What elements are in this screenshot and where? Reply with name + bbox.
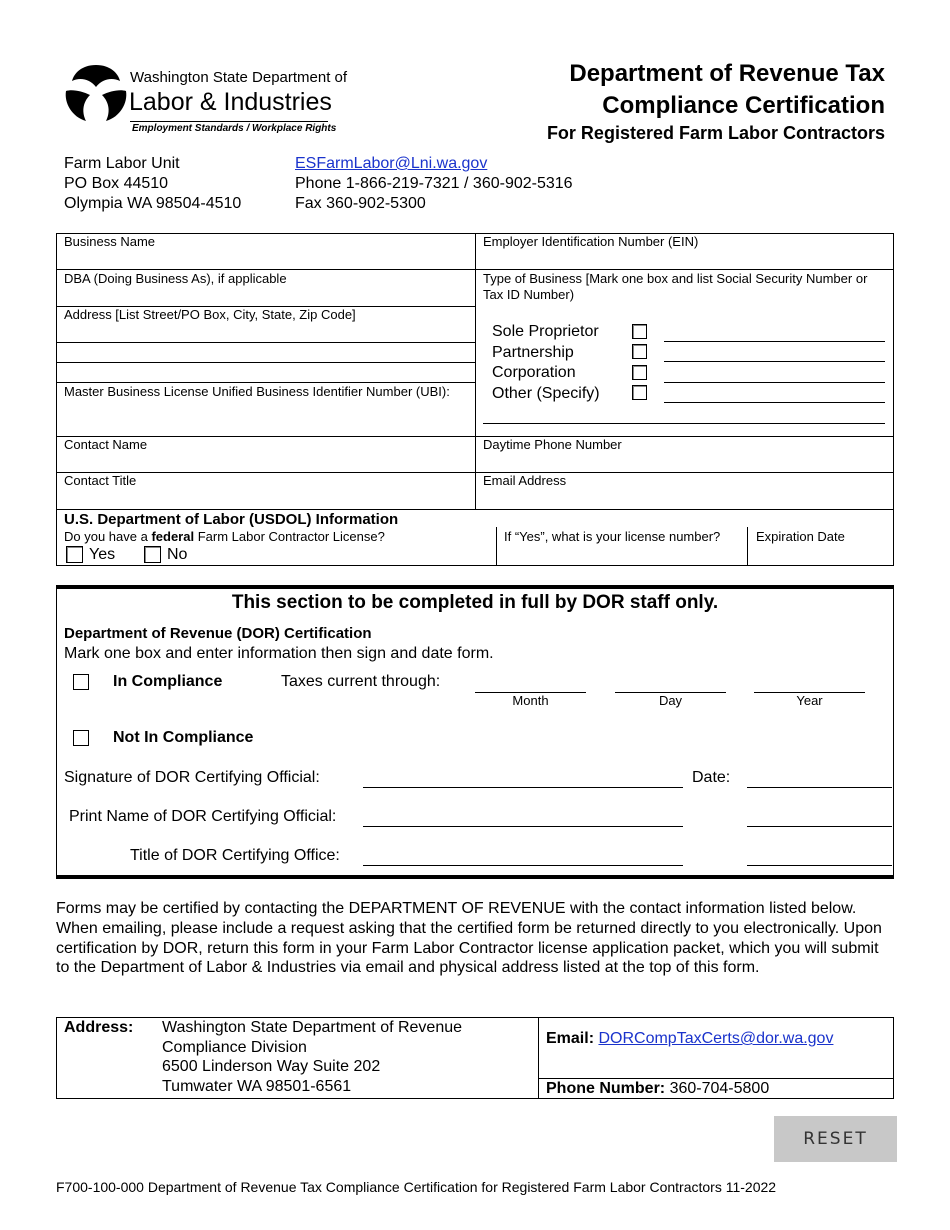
dor-phone [546, 1079, 769, 1099]
lni-contact-info [295, 154, 573, 214]
dor-address-line: Tumwater WA 98501-6561 [162, 1078, 352, 1096]
dor-address-line: Washington State Department of Revenue [162, 1019, 463, 1036]
print-name-extra-field[interactable] [747, 826, 892, 827]
in-compliance-checkbox[interactable] [73, 674, 89, 690]
email-label: Email: [546, 1030, 595, 1047]
partnership-tax-id-field[interactable] [664, 361, 885, 362]
form-subtitle: For Registered Farm Labor Contractors [546, 123, 885, 143]
logo-line1: Washington State Department of [130, 69, 348, 86]
contact-city: Olympia WA 98504-4510 [64, 195, 242, 212]
usdol-no-label: No [167, 546, 188, 563]
usdol-heading: U.S. Department of Labor (USDOL) Information [64, 511, 399, 528]
lni-email-link[interactable]: ESFarmLabor@Lni.wa.gov [295, 155, 488, 172]
type-corporation: Corporation [492, 364, 576, 381]
partnership-checkbox[interactable] [632, 344, 647, 359]
title-office-label: Title of DOR Certifying Office: [130, 847, 340, 864]
ein-field[interactable]: Employer Identification Number (EIN) [483, 234, 699, 249]
day-label: Day [658, 693, 683, 708]
phone-value: 360-704-5800 [669, 1080, 770, 1097]
corporation-checkbox[interactable] [632, 365, 647, 380]
contact-name-field[interactable]: Contact Name [64, 437, 148, 452]
date-label: Date: [692, 769, 731, 786]
logo-rule [130, 121, 328, 122]
other-tax-id-field[interactable] [664, 402, 885, 403]
ubi-field[interactable]: Master Business License Unified Business Identifier Number (UBI): [64, 384, 450, 399]
signature-label: Signature of DOR Certifying Official: [64, 769, 320, 786]
address-line-2[interactable] [57, 343, 474, 361]
form-title-line2: Compliance Certification [602, 92, 885, 119]
title-office-extra-field[interactable] [747, 865, 892, 866]
not-in-compliance-label: Not In Compliance [113, 729, 254, 746]
dor-email-link[interactable]: DORCompTaxCerts@dor.wa.gov [598, 1030, 834, 1047]
month-label: Month [512, 693, 549, 708]
form-footer: F700-100-000 Department of Revenue Tax Compliance Certification for Registered Farm Labor Contractors 11-2022 [56, 1179, 777, 1195]
year-label: Year [796, 693, 823, 708]
instructions-paragraph: Forms may be certified by contacting the DEPARTMENT OF REVENUE with the contact information listed below. When emailing, please include a request asking that the certified form be returned directly to you electronically. Upon certification by DOR, return this form in your Farm Labor Contractor license application packet, which you will submit to the Department of Labor & Industries via email and physical address listed at the top of this form. [56, 900, 882, 977]
address-line-3[interactable] [57, 363, 474, 381]
dor-address-line: Compliance Division [162, 1038, 307, 1056]
other-checkbox[interactable] [632, 385, 647, 400]
type-other: Other (Specify) [492, 384, 600, 402]
phone-label: Phone Number: [546, 1080, 666, 1097]
sole-proprietor-checkbox[interactable] [632, 324, 647, 339]
business-type-list [492, 322, 600, 404]
dor-email [546, 1029, 833, 1049]
address-field[interactable]: Address [List Street/PO Box, City, State, Zip Code] [64, 307, 356, 322]
logo-tagline: Employment Standards / Workplace Rights [132, 123, 337, 134]
business-type-label: Type of Business [Mark one box and list Social Security Number or Tax ID Number) [483, 271, 868, 302]
usdol-question: Do you have a federal Farm Labor Contractor License? [64, 529, 385, 544]
taxes-current-label: Taxes current through: [281, 673, 441, 690]
license-number-field[interactable]: If “Yes”, what is your license number? [504, 529, 721, 544]
signature-field[interactable] [363, 787, 683, 788]
print-name-label: Print Name of DOR Certifying Official: [69, 808, 337, 825]
contact-unit: Farm Labor Unit [64, 155, 180, 172]
daytime-phone-field[interactable]: Daytime Phone Number [483, 437, 622, 452]
other-specify-field[interactable] [483, 423, 885, 424]
dba-field[interactable]: DBA (Doing Business As), if applicable [64, 271, 287, 286]
usdol-yes-label: Yes [89, 546, 116, 563]
lni-logo-mark [62, 63, 130, 125]
type-sole-proprietor: Sole Proprietor [492, 323, 599, 340]
usdol-yes-checkbox[interactable] [66, 546, 83, 563]
sole-proprietor-ssn-field[interactable] [664, 341, 885, 342]
dor-address-line: 6500 Linderson Way Suite 202 [162, 1058, 381, 1076]
corporation-tax-id-field[interactable] [664, 382, 885, 383]
type-partnership: Partnership [492, 343, 574, 361]
form-title [569, 58, 885, 122]
contact-phone: Phone 1-866-219-7321 / 360-902-5316 [295, 175, 573, 192]
dor-address [162, 1018, 462, 1097]
not-in-compliance-checkbox[interactable] [73, 730, 89, 746]
business-name-field[interactable]: Business Name [64, 234, 156, 249]
in-compliance-label: In Compliance [113, 673, 223, 690]
contact-fax: Fax 360-902-5300 [295, 195, 426, 212]
email-address-field[interactable]: Email Address [483, 473, 567, 488]
contact-pobox: PO Box 44510 [64, 175, 169, 192]
dor-banner: This section to be completed in full by DOR staff only. [231, 592, 719, 613]
logo-line2: Labor & Industries [129, 88, 332, 116]
expiration-date-field[interactable]: Expiration Date [756, 529, 845, 544]
reset-button[interactable]: RESET [774, 1116, 897, 1162]
lni-contact-address [64, 154, 241, 214]
date-field[interactable] [747, 787, 892, 788]
usdol-no-checkbox[interactable] [144, 546, 161, 563]
title-office-field[interactable] [363, 865, 683, 866]
form-title-line1: Department of Revenue Tax [569, 60, 885, 87]
print-name-field[interactable] [363, 826, 683, 827]
contact-title-field[interactable]: Contact Title [64, 473, 137, 488]
dor-instruction: Mark one box and enter information then sign and date form. [64, 645, 494, 662]
dor-heading: Department of Revenue (DOR) Certification [64, 625, 372, 642]
address-label: Address: [64, 1019, 134, 1036]
